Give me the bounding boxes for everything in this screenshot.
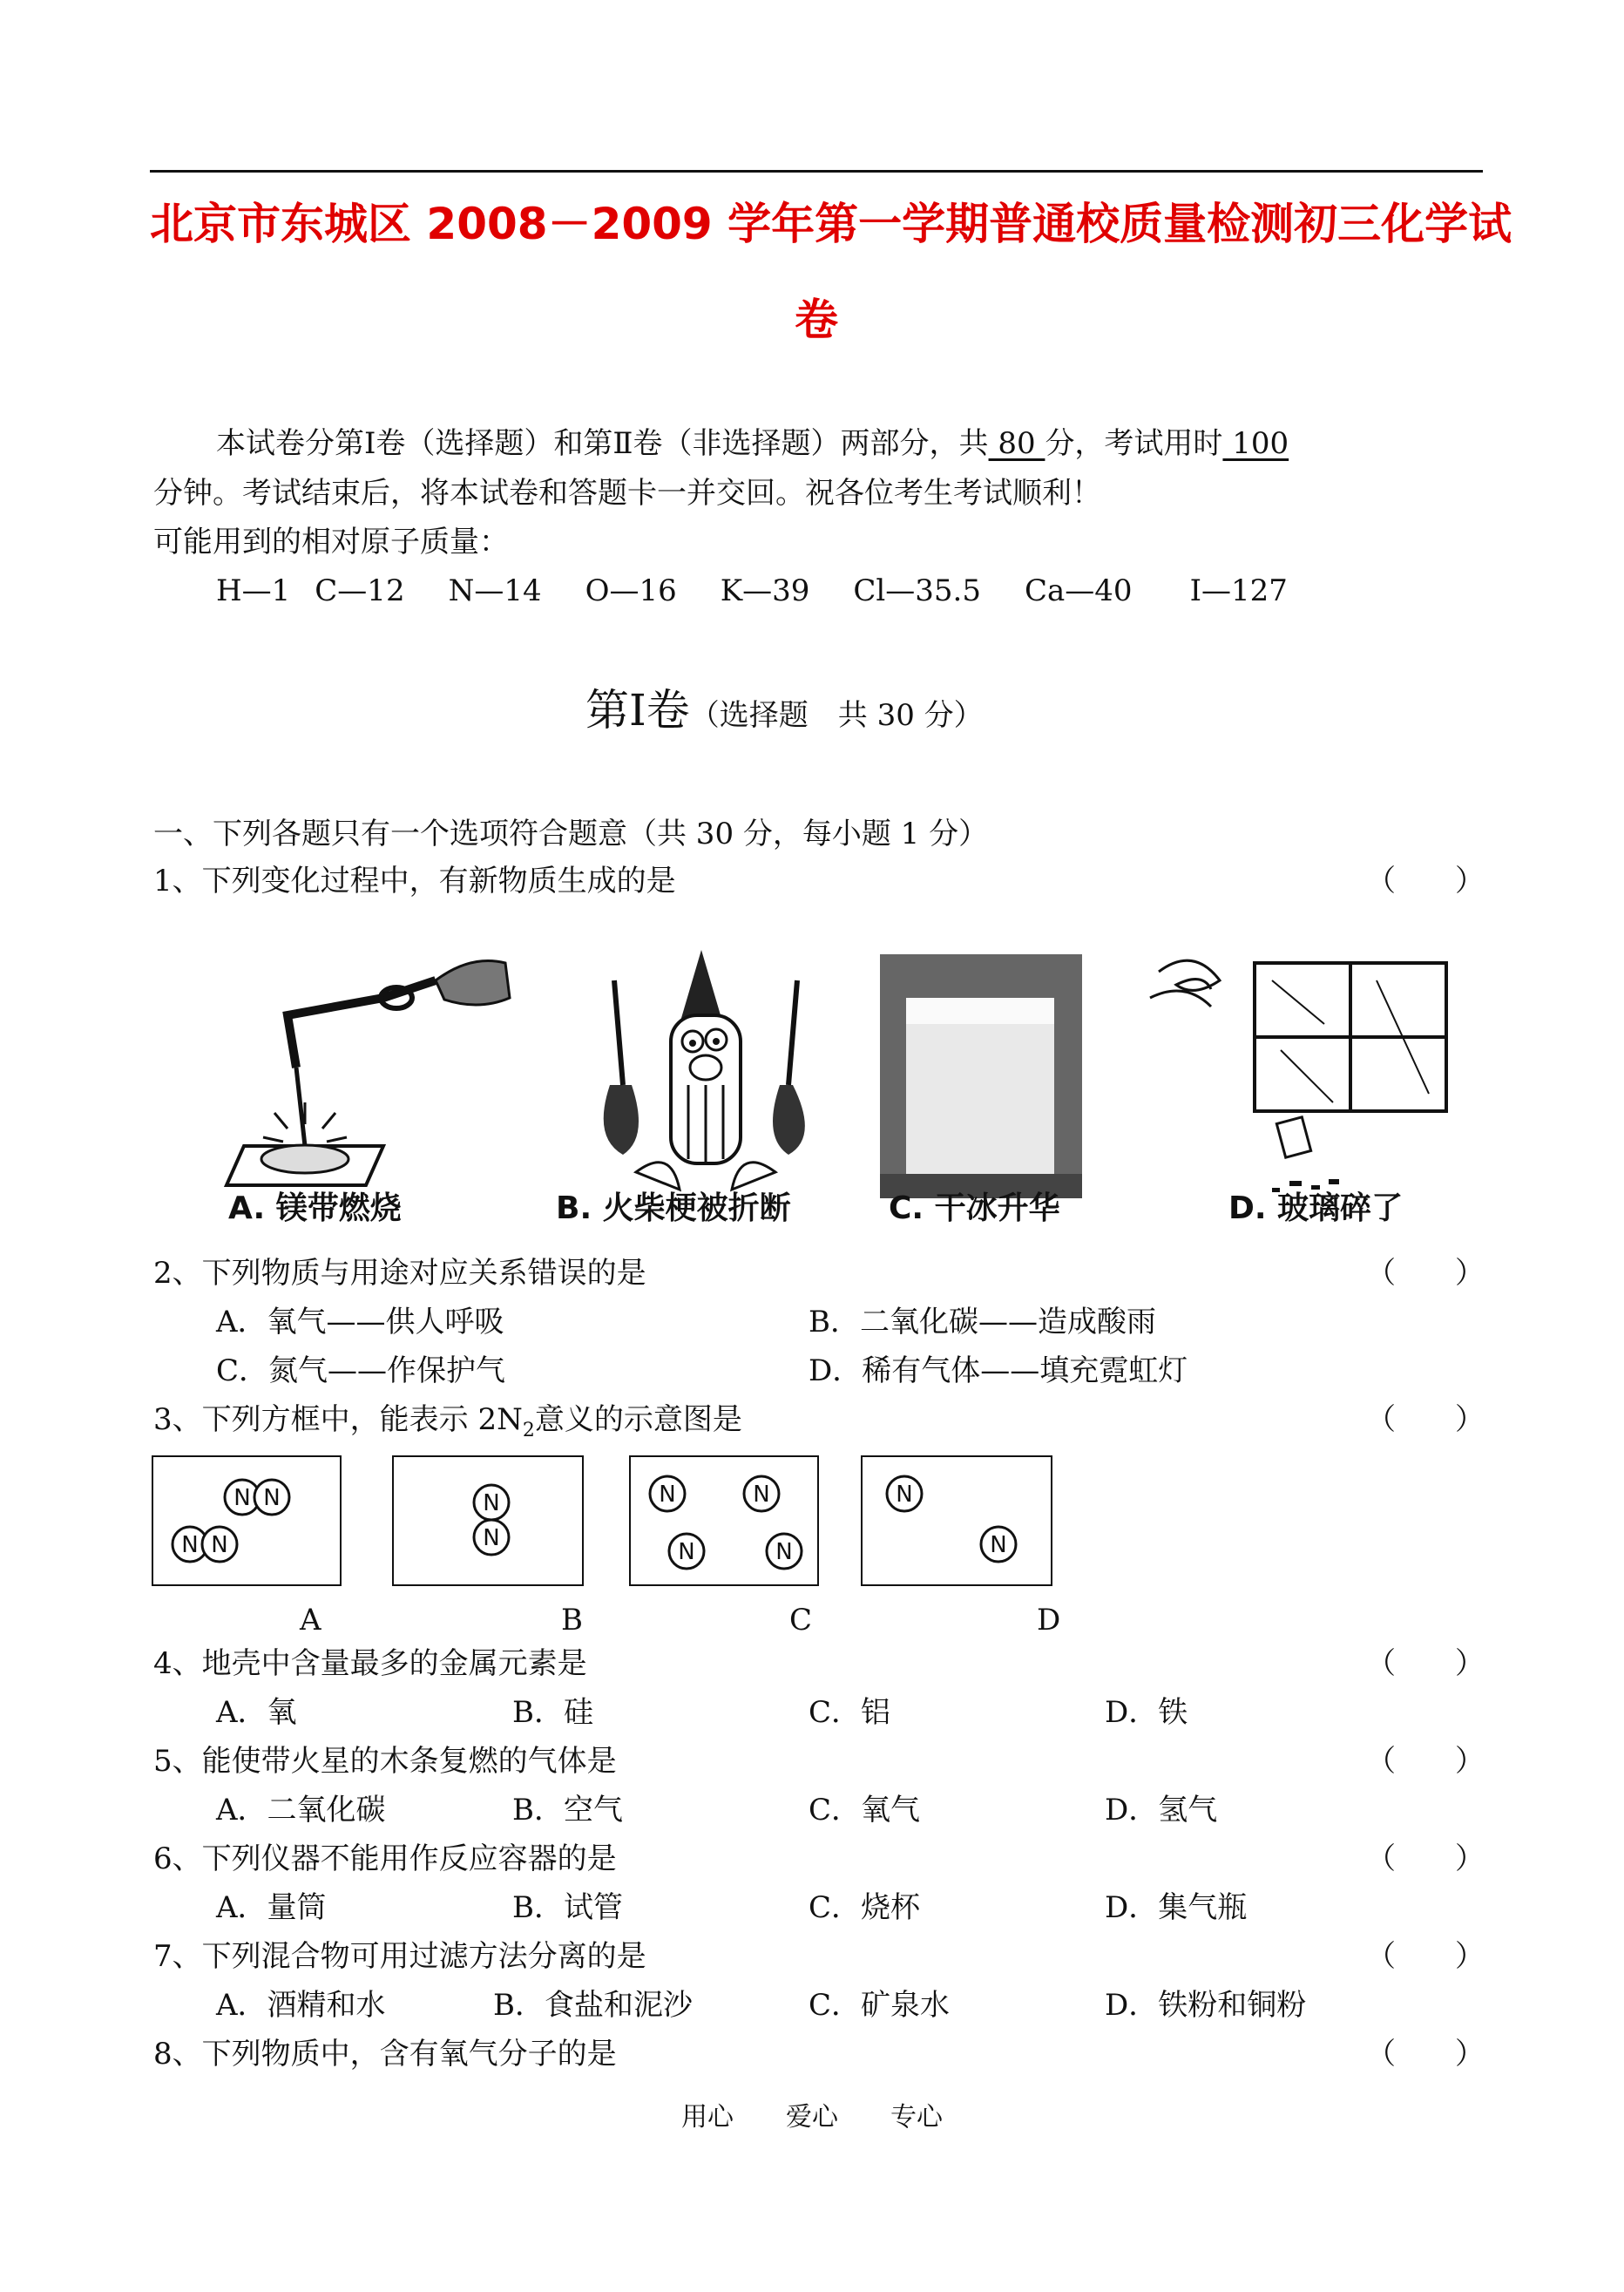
atom-n-label: N <box>896 1482 913 1508</box>
q1-answer-paren[interactable]: （ ） <box>1366 864 1485 898</box>
four-atoms-diagram <box>631 1457 817 1584</box>
q7-option-b[interactable]: B．食盐和泥沙 <box>493 1988 693 2023</box>
intro-line2: 分钟。考试结束后，将本试卷和答题卡一并交回。祝各位考生考试顺利！ <box>153 476 1101 511</box>
atom-n-label: N <box>678 1539 695 1565</box>
atom-n-label: N <box>753 1482 770 1508</box>
q5-option-d[interactable]: D．氢气 <box>1105 1793 1218 1827</box>
q4-option-a[interactable]: A．氧 <box>216 1695 297 1730</box>
q3-stem-a: 3、下列方框中，能表示 2N <box>153 1402 523 1437</box>
q3-label-d: D <box>1037 1603 1061 1638</box>
page-footer: 用心 爱心 专心 <box>681 2102 943 2133</box>
atom-n-label: N <box>181 1532 199 1558</box>
q8-stem: 8、下列物质中，含有氧气分子的是 <box>153 2037 617 2072</box>
mass-n: N—14 <box>448 573 542 608</box>
atom-n-label: N <box>659 1482 676 1508</box>
q6-option-a[interactable]: A．量筒 <box>216 1890 327 1925</box>
mass-i: I—127 <box>1189 573 1288 608</box>
q4-option-b[interactable]: B．硅 <box>512 1695 593 1730</box>
q2-option-c[interactable]: C．氮气——作保护气 <box>216 1353 506 1388</box>
atom-n-label: N <box>211 1532 228 1558</box>
q2-answer-paren[interactable]: （ ） <box>1366 1256 1485 1291</box>
atom-n-label: N <box>775 1539 793 1565</box>
diatomic-pairs-diagram <box>153 1457 340 1584</box>
q4-option-d[interactable]: D．铁 <box>1105 1695 1188 1730</box>
single-molecule-diagram <box>394 1457 582 1584</box>
header-rule <box>150 170 1483 173</box>
q2-option-d[interactable]: D．稀有气体——填充霓虹灯 <box>809 1353 1188 1388</box>
q7-option-d[interactable]: D．铁粉和铜粉 <box>1105 1988 1307 2023</box>
atom-n-label: N <box>263 1485 281 1511</box>
q7-option-a[interactable]: A．酒精和水 <box>216 1988 386 2023</box>
atom-n-label: N <box>990 1532 1007 1558</box>
q4-option-c[interactable]: C．铝 <box>809 1695 891 1730</box>
q3-answer-paren[interactable]: （ ） <box>1366 1402 1485 1437</box>
atom-n-label: N <box>483 1490 500 1516</box>
mass-ca: Ca—40 <box>1025 573 1133 608</box>
atomic-masses <box>216 573 1288 608</box>
section-heading <box>585 685 984 736</box>
q1-caption-d: D. 玻璃碎了 <box>1228 1190 1404 1226</box>
q3-label-b: B <box>561 1603 583 1638</box>
q6-stem: 6、下列仪器不能用作反应容器的是 <box>153 1841 617 1876</box>
q6-option-b[interactable]: B．试管 <box>512 1890 623 1925</box>
q7-stem: 7、下列混合物可用过滤方法分离的是 <box>153 1939 646 1974</box>
intro-line1 <box>216 426 1289 461</box>
section-main: 第Ⅰ卷 <box>585 685 690 736</box>
q5-option-a[interactable]: A．二氧化碳 <box>216 1793 386 1827</box>
q5-option-b[interactable]: B．空气 <box>512 1793 623 1827</box>
q2-option-b[interactable]: B．二氧化碳——造成酸雨 <box>809 1305 1156 1339</box>
mass-o: O—16 <box>585 573 677 608</box>
q3-box-b[interactable] <box>392 1455 584 1586</box>
q2-option-a[interactable]: A．氧气——供人呼吸 <box>216 1305 504 1339</box>
q3-label-c: C <box>789 1603 813 1638</box>
q6-answer-paren[interactable]: （ ） <box>1366 1841 1485 1876</box>
q3-box-a[interactable] <box>152 1455 342 1586</box>
q8-answer-paren[interactable]: （ ） <box>1366 2037 1485 2072</box>
mass-cl: Cl—35.5 <box>853 573 981 608</box>
q3-stem <box>153 1402 742 1441</box>
q3-stem-sub: 2 <box>522 1419 535 1441</box>
two-atoms-diagram <box>863 1457 1051 1584</box>
q7-answer-paren[interactable]: （ ） <box>1366 1939 1485 1974</box>
total-score: 80 <box>988 426 1045 461</box>
q2-stem: 2、下列物质与用途对应关系错误的是 <box>153 1256 646 1291</box>
q5-answer-paren[interactable]: （ ） <box>1366 1744 1485 1779</box>
atom-n-label: N <box>483 1525 500 1551</box>
q3-box-d[interactable] <box>861 1455 1052 1586</box>
q6-option-d[interactable]: D．集气瓶 <box>1105 1890 1248 1925</box>
q5-stem: 5、能使带火星的木条复燃的气体是 <box>153 1744 617 1779</box>
mass-c: C—12 <box>315 573 405 608</box>
intro-line3: 可能用到的相对原子质量： <box>153 525 509 559</box>
q6-option-c[interactable]: C．烧杯 <box>809 1890 921 1925</box>
intro-text-a: 本试卷分第Ⅰ卷（选择题）和第Ⅱ卷（非选择题）两部分，共 <box>216 426 989 461</box>
q4-answer-paren[interactable]: （ ） <box>1366 1646 1485 1681</box>
q3-box-c[interactable] <box>629 1455 819 1586</box>
q7-option-c[interactable]: C．矿泉水 <box>809 1988 951 2023</box>
mass-h: H—1 <box>216 573 291 608</box>
q3-stem-b: 意义的示意图是 <box>534 1402 742 1437</box>
mass-k: K—39 <box>720 573 810 608</box>
exam-title-line1: 北京市东城区 2008－2009 学年第一学期普通校质量检测初三化学试 <box>150 199 1512 249</box>
q1-caption-b: B. 火柴梗被折断 <box>556 1190 791 1226</box>
q3-label-a: A <box>300 1603 321 1638</box>
q1-caption-c: C. 干冰升华 <box>889 1190 1060 1226</box>
q1-stem: 1、下列变化过程中，有新物质生成的是 <box>153 864 676 898</box>
section-sub: （选择题 共 30 分） <box>689 698 984 733</box>
exam-time: 100 <box>1222 426 1289 461</box>
q1-caption-a: A. 镁带燃烧 <box>228 1190 402 1226</box>
part1-heading: 一、下列各题只有一个选项符合题意（共 30 分，每小题 1 分） <box>153 817 989 851</box>
q5-option-c[interactable]: C．氧气 <box>809 1793 921 1827</box>
q4-stem: 4、地壳中含量最多的金属元素是 <box>153 1646 587 1681</box>
exam-title-line2: 卷 <box>795 295 838 345</box>
atom-n-label: N <box>233 1485 251 1511</box>
intro-text-b: 分，考试用时 <box>1045 426 1223 461</box>
